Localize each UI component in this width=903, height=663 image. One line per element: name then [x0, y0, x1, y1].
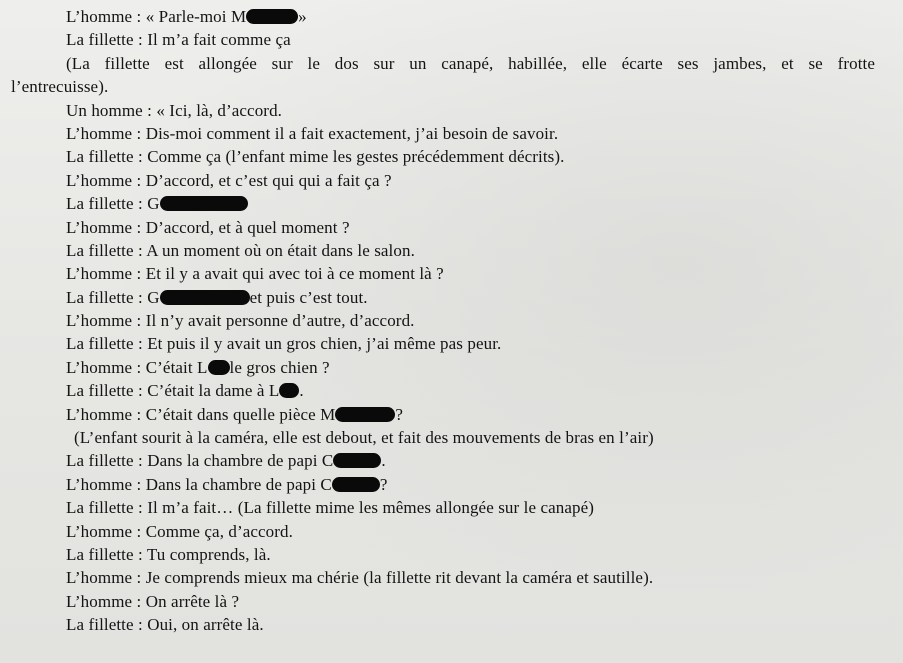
speaker: La fillette: [66, 334, 134, 354]
separator: :: [132, 357, 146, 377]
speaker: L’homme: [66, 264, 133, 284]
line-text: Dans la chambre de papi C: [147, 451, 334, 471]
transcript-line: [0, 356, 903, 379]
line-text: D’accord, et à quel moment ?: [145, 217, 350, 237]
redaction-mark: [160, 290, 250, 305]
separator: :: [133, 240, 147, 260]
separator: :: [132, 568, 146, 588]
speaker: L’homme: [66, 170, 133, 190]
separator: :: [133, 334, 148, 354]
line-text: Tu comprends, là.: [146, 544, 271, 564]
speaker: La fillette: [66, 240, 134, 260]
speaker: La fillette: [66, 287, 134, 307]
transcript-line: [0, 28, 903, 51]
line-text: On arrête là ?: [145, 591, 240, 611]
speaker: L’homme: [66, 217, 133, 237]
speaker: L’homme: [66, 521, 133, 541]
speaker: La fillette: [66, 194, 134, 214]
separator: :: [132, 591, 146, 611]
redaction-mark: [160, 196, 248, 211]
speaker: La fillette: [66, 615, 134, 635]
speaker: La fillette: [66, 381, 134, 401]
speaker: L’homme: [66, 7, 133, 26]
line-text: D’accord, et c’est qui qui a fait ça ?: [145, 170, 392, 190]
speaker: L’homme: [66, 474, 133, 494]
transcript-line: [0, 496, 903, 519]
transcript-line: [0, 145, 903, 168]
line-text: Il m’a fait comme ça: [147, 30, 291, 50]
separator: :: [132, 311, 146, 331]
speaker: L’homme: [66, 311, 133, 331]
separator: :: [133, 30, 148, 50]
redaction-mark: [208, 360, 230, 375]
line-text: A un moment où on était dans le salon.: [146, 240, 415, 260]
stage-direction-continuation: [0, 75, 903, 98]
separator: :: [133, 287, 148, 307]
transcript-line: [0, 590, 903, 613]
line-text: Et il y a avait qui avec toi à ce moment là ?: [145, 264, 444, 284]
speaker: L’homme: [66, 357, 133, 377]
line-text-after: .: [381, 451, 386, 471]
transcript-line: [0, 613, 903, 636]
separator: :: [142, 100, 157, 120]
separator: :: [132, 7, 146, 26]
transcript-line: [0, 216, 903, 239]
transcript-line: [0, 520, 903, 543]
separator: :: [132, 404, 146, 424]
transcript-line: [0, 5, 903, 28]
line-text-after: le gros chien ?: [229, 357, 330, 377]
transcript-line: [0, 169, 903, 192]
redaction-mark: [333, 453, 381, 468]
line-text: G: [147, 194, 160, 214]
line-text-after: ?: [395, 404, 404, 424]
separator: :: [132, 170, 146, 190]
transcript-line: [0, 379, 903, 402]
line-text: « Ici, là, d’accord.: [156, 100, 283, 120]
transcript-line: [0, 99, 903, 122]
line-text: « Parle-moi M: [145, 7, 247, 26]
transcript-line: [0, 192, 903, 215]
speaker: L’homme: [66, 568, 133, 588]
redaction-mark: [332, 477, 380, 492]
separator: :: [132, 217, 146, 237]
line-text: G: [147, 287, 160, 307]
line-text-after: ?: [379, 474, 388, 494]
line-text: Dans la chambre de papi C: [145, 474, 332, 494]
separator: :: [133, 194, 148, 214]
separator: :: [133, 615, 148, 635]
transcript-line: [0, 286, 903, 309]
transcript-line: [0, 309, 903, 332]
separator: :: [132, 474, 146, 494]
speaker: L’homme: [66, 404, 133, 424]
redaction-mark: [335, 407, 395, 422]
line-text: Je comprends mieux ma chérie (la fillette rit devant la caméra et sautille).: [145, 568, 654, 588]
separator: :: [132, 264, 146, 284]
line-text-after: .: [299, 381, 304, 401]
line-text: l’entrecuisse).: [11, 77, 109, 97]
line-text: Il n’y avait personne d’autre, d’accord.: [145, 311, 415, 331]
separator: :: [133, 147, 148, 167]
line-text: Dis-moi comment il a fait exactement, j’ai besoin de savoir.: [145, 123, 559, 143]
transcript-line: [0, 122, 903, 145]
separator: :: [133, 381, 148, 401]
speaker: Un homme: [66, 100, 143, 120]
stage-direction: [0, 426, 903, 449]
line-text: (L’enfant sourit à la caméra, elle est debout, et fait des mouvements de bras en l’air): [74, 428, 654, 448]
line-text: Et puis il y avait un gros chien, j’ai même pas peur.: [147, 334, 502, 354]
separator: :: [132, 521, 146, 541]
separator: :: [133, 451, 148, 471]
speaker: La fillette: [66, 498, 134, 518]
transcript-line: [0, 566, 903, 589]
line-text: C’était dans quelle pièce M: [145, 404, 336, 424]
line-text: Comme ça (l’enfant mime les gestes précédemment décrits).: [147, 147, 565, 167]
transcript-line: [0, 473, 903, 496]
transcript-line: [0, 262, 903, 285]
speaker: La fillette: [66, 147, 134, 167]
speaker: L’homme: [66, 123, 133, 143]
transcript-line: [0, 543, 903, 566]
line-text: Oui, on arrête là.: [147, 615, 264, 635]
redaction-mark: [279, 383, 299, 398]
transcript-line: [0, 403, 903, 426]
transcript-line: [0, 239, 903, 262]
line-text-after: et puis c’est tout.: [249, 287, 368, 307]
separator: :: [132, 123, 146, 143]
line-text: Comme ça, d’accord.: [145, 521, 293, 541]
line-text: C’était la dame à L: [147, 381, 280, 401]
transcript-line: [0, 332, 903, 355]
line-text: Il m’a fait… (La fillette mime les mêmes allongée sur le canapé): [147, 498, 594, 518]
redaction-mark: [246, 9, 298, 24]
speaker: L’homme: [66, 591, 133, 611]
line-text-after: »: [298, 7, 307, 26]
line-text: C’était L: [145, 357, 208, 377]
separator: :: [133, 498, 148, 518]
stage-direction: [0, 52, 903, 75]
speaker: La fillette: [66, 451, 134, 471]
speaker: La fillette: [66, 544, 134, 564]
line-text: (La fillette est allongée sur le dos sur un canapé, habillée, elle écarte ses jambes, et se frotte: [66, 53, 875, 73]
speaker: La fillette: [66, 30, 134, 50]
separator: :: [133, 544, 147, 564]
transcript-line: [0, 449, 903, 472]
transcript: [0, 5, 903, 637]
